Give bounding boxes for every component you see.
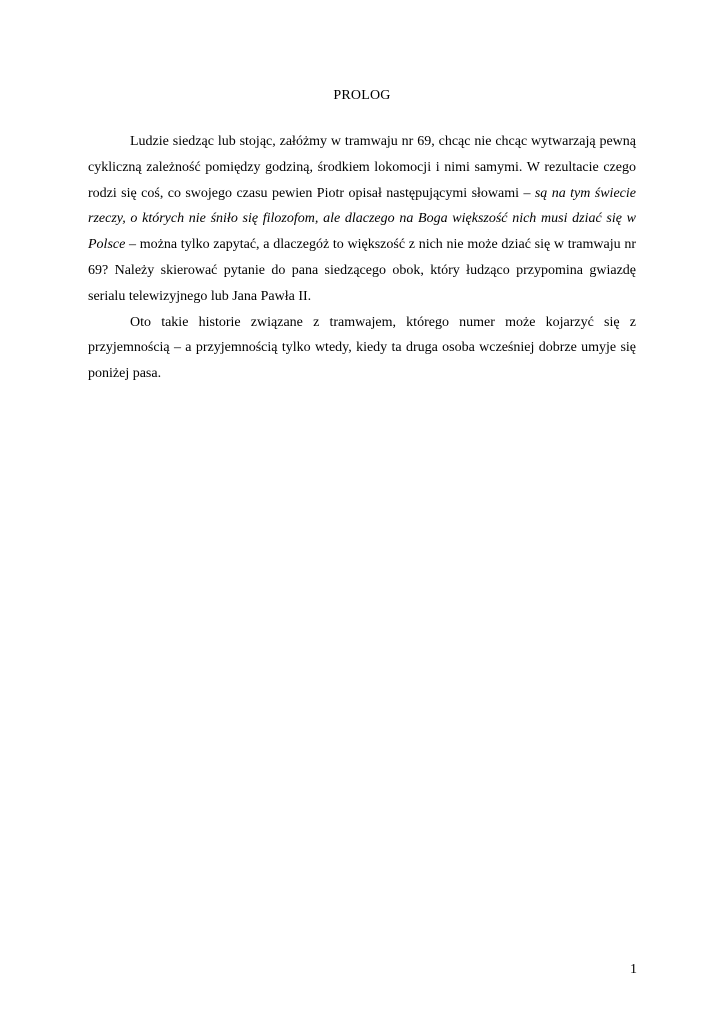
paragraph-2-text: Oto takie historie związane z tramwajem, którego numer może kojarzyć się z przyjemnością – a przyjemnością tylko wtedy, kiedy ta druga osoba wcześniej dobrze umyje się poniżej pasa. [88,314,636,382]
paragraph-1 [88,129,636,310]
paragraph-1-italic-quote: są na tym świecie rzeczy, o których nie śniło się filozofom, ale dlaczego na Boga większość nich musi dziać się w Polsce [88,185,636,253]
paragraph-1-text-1: Ludzie siedząc lub stojąc, załóżmy w tramwaju nr 69, chcąc nie chcąc wytwarzają pewną cykliczną zależność pomiędzy godziną, środkiem lokomocji i nimi samymi. W rezultacie czego rodzi się coś, co swojego czasu pewien Piotr opisał następującymi słowami – [88,134,636,201]
paragraph-1-text-2: – można tylko zapytać, a dlaczegóż to większość z nich nie może dziać się w tramwaju nr 69? Należy skierować pytanie do pana siedzącego obok, który łudząco przypomina gwiazdę serialu telewizyjnego lub Jana Pawła II. [88,237,636,304]
chapter-title: PROLOG [333,88,391,103]
body-text [88,129,636,387]
paragraph-2 [88,310,636,387]
page-number: 1 [630,962,637,977]
